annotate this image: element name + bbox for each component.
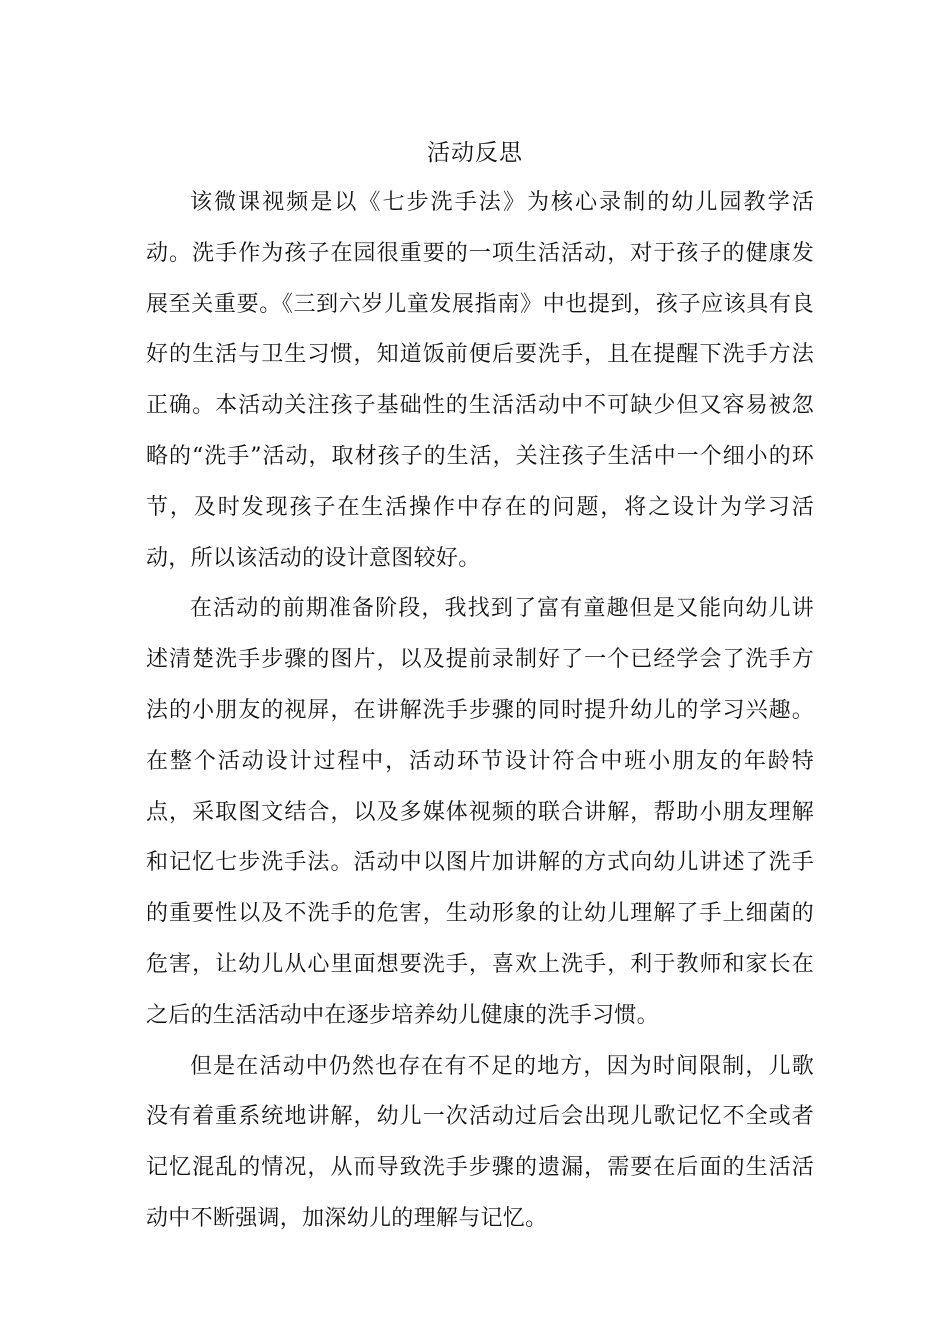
- paragraph-3: 但是在活动中仍然也存在有不足的地方，因为时间限制，儿歌没有着重系统地讲解，幼儿一次活动过后会出现儿歌记忆不全或者记忆混乱的情况，从而导致洗手步骤的遗漏，需要在后面的生活活动中不断强调，加深幼儿的理解与记忆。: [146, 1053, 814, 1231]
- paragraph-1: 该微课视频是以《七步洗手法》为核心录制的幼儿园教学活动。洗手作为孩子在园很重要的一项生活活动，对于孩子的健康发展至关重要。《三到六岁儿童发展指南》中也提到，孩子应该具有良好的生活与卫生习惯，知道饭前便后要洗手，且在提醒下洗手方法正确。本活动关注孩子基础性的生活活动中不可缺少但又容易被忽略的“洗手”活动，取材孩子的生活，关注孩子生活中一个细小的环节，及时发现孩子在生活操作中存在的问题，将之设计为学习活动，所以该活动的设计意图较好。: [146, 190, 814, 571]
- paragraph-2: 在活动的前期准备阶段，我找到了富有童趣但是又能向幼儿讲述清楚洗手步骤的图片，以及提前录制好了一个已经学会了洗手方法的小朋友的视屏，在讲解洗手步骤的同时提升幼儿的学习兴趣。在整个活动设计过程中，活动环节设计符合中班小朋友的年龄特点，采取图文结合，以及多媒体视频的联合讲解，帮助小朋友理解和记忆七步洗手法。活动中以图片加讲解的方式向幼儿讲述了洗手的重要性以及不洗手的危害，生动形象的让幼儿理解了手上细菌的危害，让幼儿从心里面想要洗手，喜欢上洗手，利于教师和家长在之后的生活活动中在逐步培养幼儿健康的洗手习惯。: [146, 596, 814, 1028]
- page-title: 活动反思: [427, 140, 523, 166]
- document-body: [146, 178, 814, 1245]
